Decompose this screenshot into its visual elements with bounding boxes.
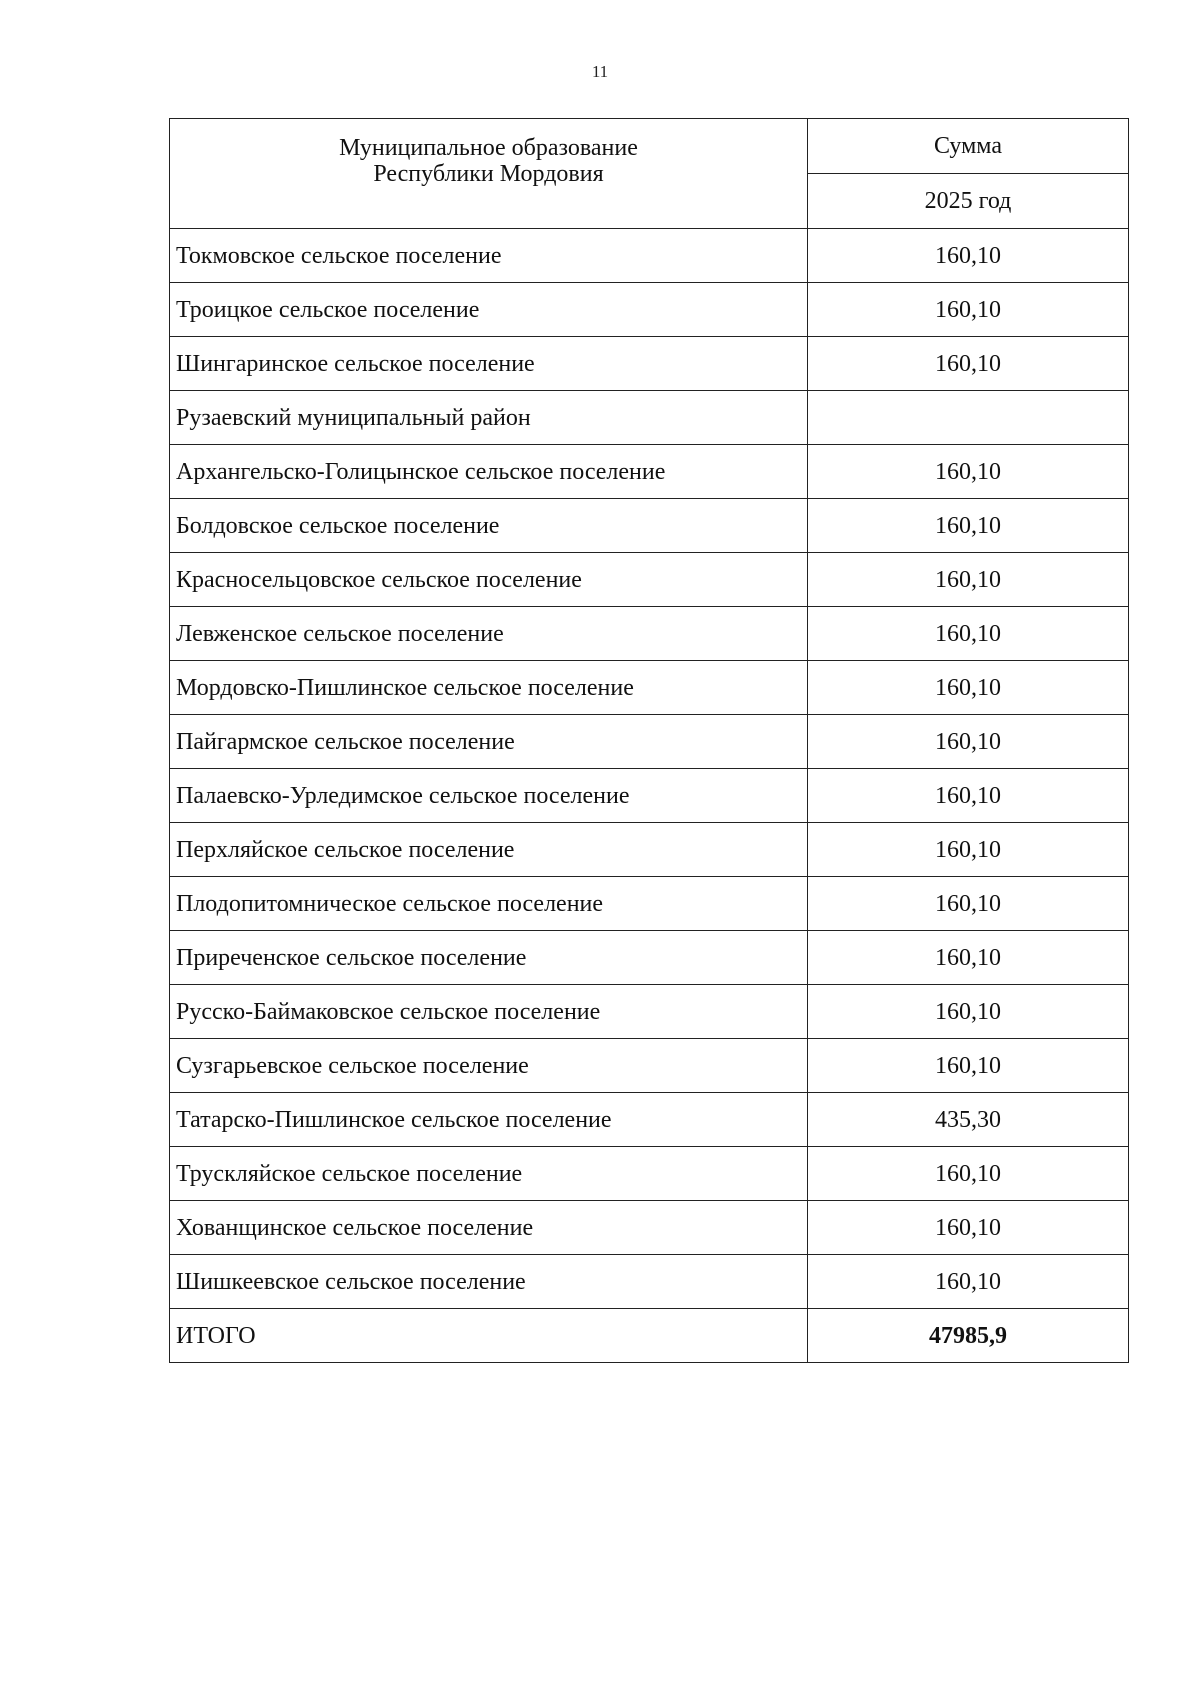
table-row: [170, 607, 1129, 661]
row-municipality-name: Хованщинское сельское поселение: [170, 1201, 808, 1255]
table-row: [170, 283, 1129, 337]
row-municipality-name: Болдовское сельское поселение: [170, 499, 808, 553]
table-row: [170, 553, 1129, 607]
row-municipality-name: Красносельцовское сельское поселение: [170, 553, 808, 607]
row-municipality-name: Плодопитомническое сельское поселение: [170, 877, 808, 931]
table-row: [170, 337, 1129, 391]
row-sum-value: 160,10: [808, 1039, 1129, 1093]
table-row: [170, 391, 1129, 445]
header-municipality-line2: Республики Мордовия: [373, 161, 604, 187]
row-sum-value: 160,10: [808, 1255, 1129, 1309]
table-row: [170, 823, 1129, 877]
row-sum-value: 160,10: [808, 229, 1129, 283]
row-municipality-name: Пайгармское сельское поселение: [170, 715, 808, 769]
row-sum-value: 160,10: [808, 661, 1129, 715]
row-sum-value: 435,30: [808, 1093, 1129, 1147]
table-row: [170, 1093, 1129, 1147]
table-row: [170, 877, 1129, 931]
row-sum-value: [808, 391, 1129, 445]
row-sum-value: 160,10: [808, 553, 1129, 607]
row-sum-value: 160,10: [808, 1201, 1129, 1255]
row-sum-value: 160,10: [808, 283, 1129, 337]
row-sum-value: 160,10: [808, 607, 1129, 661]
header-municipality: [170, 119, 808, 229]
row-municipality-name: Мордовско-Пишлинское сельское поселение: [170, 661, 808, 715]
row-municipality-name: Шишкеевское сельское поселение: [170, 1255, 808, 1309]
row-municipality-name: Перхляйское сельское поселение: [170, 823, 808, 877]
table-row: [170, 985, 1129, 1039]
page-number: 11: [591, 62, 609, 81]
table-row: [170, 661, 1129, 715]
table-row: [170, 445, 1129, 499]
table-row: [170, 499, 1129, 553]
row-municipality-name: Троицкое сельское поселение: [170, 283, 808, 337]
row-sum-value: 160,10: [808, 931, 1129, 985]
row-municipality-name: Русско-Баймаковское сельское поселение: [170, 985, 808, 1039]
row-municipality-name: Татарско-Пишлинское сельское поселение: [170, 1093, 808, 1147]
row-sum-value: 160,10: [808, 769, 1129, 823]
row-sum-value: 160,10: [808, 445, 1129, 499]
row-municipality-name: Токмовское сельское поселение: [170, 229, 808, 283]
row-municipality-name: Архангельско-Голицынское сельское поселение: [170, 445, 808, 499]
table-row: [170, 1201, 1129, 1255]
table-row: [170, 931, 1129, 985]
table-row: [170, 769, 1129, 823]
total-value: 47985,9: [808, 1309, 1129, 1363]
row-sum-value: 160,10: [808, 337, 1129, 391]
table-row: [170, 1147, 1129, 1201]
table-row: [170, 715, 1129, 769]
row-sum-value: 160,10: [808, 985, 1129, 1039]
row-sum-value: 160,10: [808, 877, 1129, 931]
row-sum-value: 160,10: [808, 499, 1129, 553]
row-municipality-name: Приреченское сельское поселение: [170, 931, 808, 985]
row-sum-value: 160,10: [808, 823, 1129, 877]
header-year: 2025 год: [808, 174, 1129, 229]
row-municipality-name: Трускляйское сельское поселение: [170, 1147, 808, 1201]
table-row: [170, 1255, 1129, 1309]
table-row: [170, 1039, 1129, 1093]
table-header-row: [170, 119, 1129, 174]
header-municipality-line1: Муниципальное образование: [339, 135, 638, 161]
allocation-table: [169, 118, 1129, 1363]
total-label: ИТОГО: [170, 1309, 808, 1363]
header-sum: Сумма: [808, 119, 1129, 174]
row-sum-value: 160,10: [808, 1147, 1129, 1201]
row-municipality-name: Сузгарьевское сельское поселение: [170, 1039, 808, 1093]
row-municipality-name: Рузаевский муниципальный район: [170, 391, 808, 445]
row-municipality-name: Палаевско-Урледимское сельское поселение: [170, 769, 808, 823]
row-sum-value: 160,10: [808, 715, 1129, 769]
row-municipality-name: Левженское сельское поселение: [170, 607, 808, 661]
total-row: [170, 1309, 1129, 1363]
table-row: [170, 229, 1129, 283]
row-municipality-name: Шингаринское сельское поселение: [170, 337, 808, 391]
